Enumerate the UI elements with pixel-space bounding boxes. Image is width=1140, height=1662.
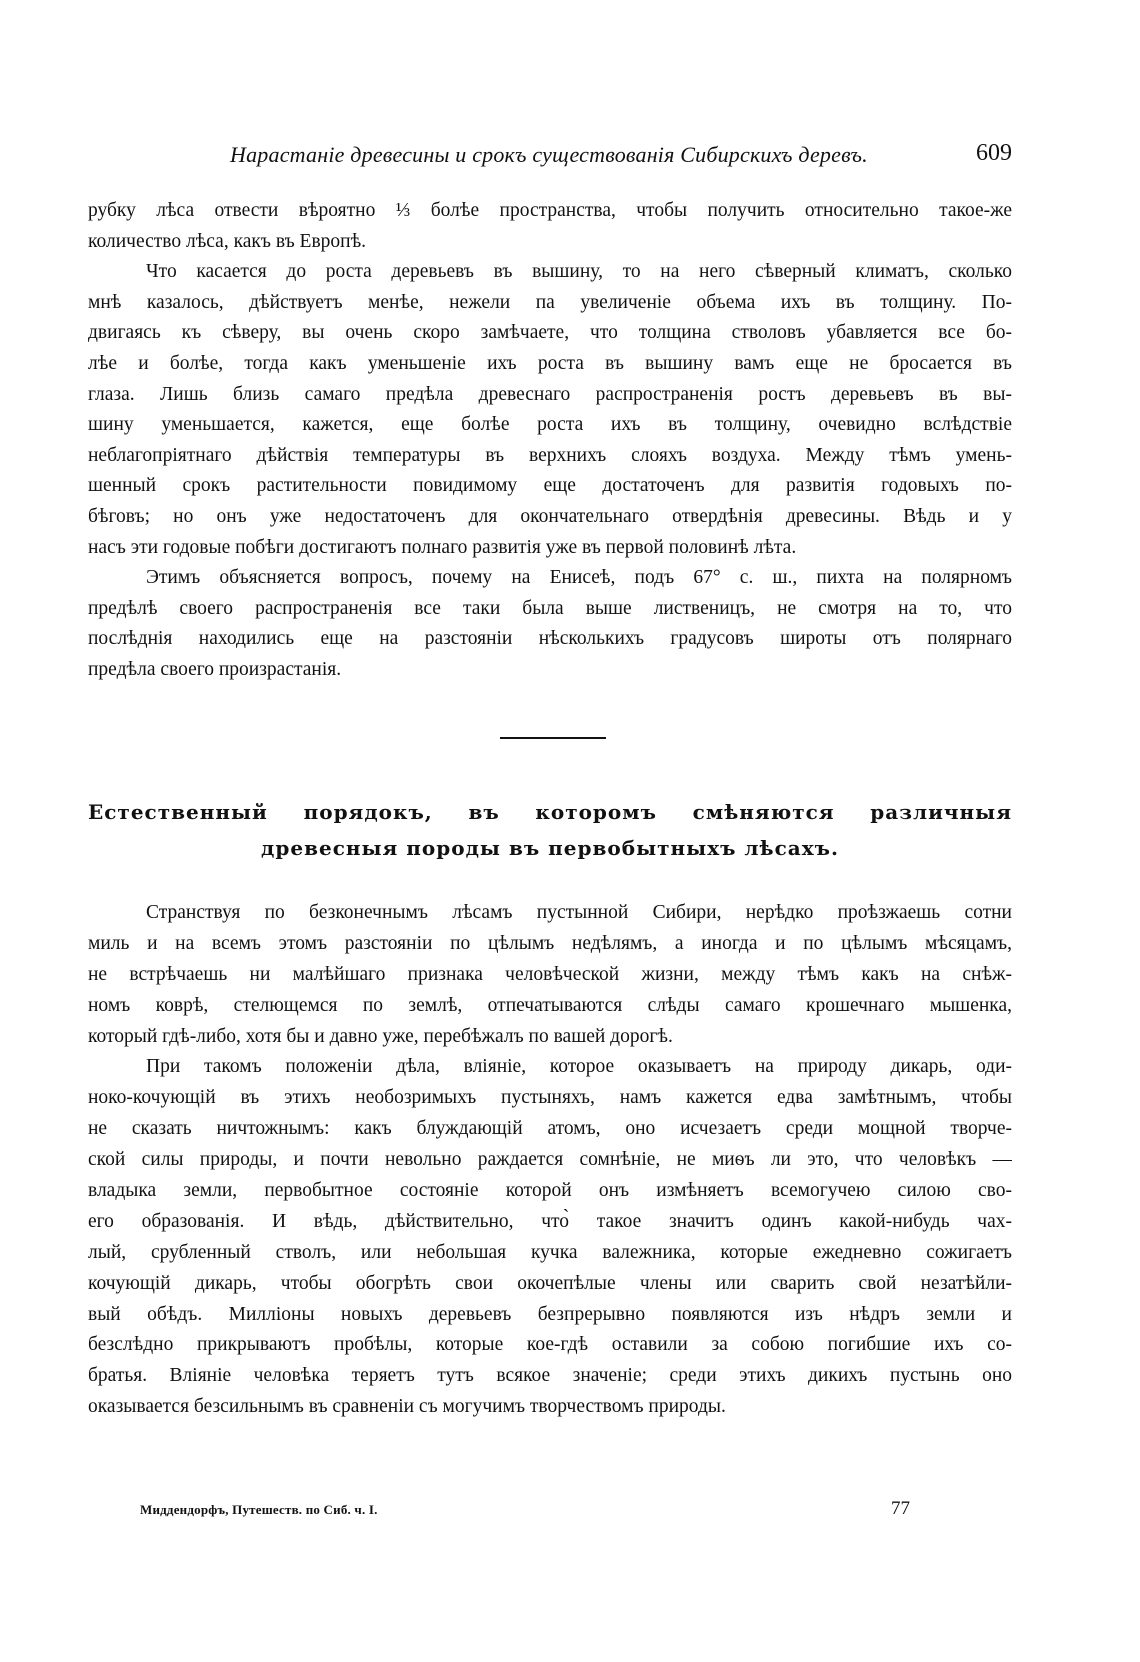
text-line: При такомъ положеніи дѣла, вліяніе, которое оказываетъ на природу дикарь, оди- (146, 1056, 1012, 1078)
text-line: мнѣ казалось, дѣйствуетъ менѣе, нежели па увеличеніе объема ихъ въ толщину. По- (88, 291, 1012, 313)
text-block-continuation (88, 196, 1012, 686)
text-line: ской силы природы, и почти невольно раждается сомнѣніе, не миѳъ ли это, что человѣкъ — (88, 1149, 1012, 1171)
text-line: оказывается безсильнымъ въ сравненіи съ могучимъ творчествомъ природы. (88, 1396, 726, 1418)
text-line: миль и на всемъ этомъ разстояніи по цѣлымъ недѣлямъ, а иногда и по цѣлымъ мѣсяцамъ, (88, 932, 1012, 954)
text-line: вый обѣдъ. Милліоны новыхъ деревьевъ безпрерывно появляются изъ нѣдръ земли и (88, 1303, 1012, 1325)
text-line: не встрѣчаешь ни малѣйшаго признака человѣческой жизни, между тѣмъ какъ на снѣж- (88, 963, 1012, 985)
text-line: насъ эти годовые побѣги достигаютъ полнаго развитія уже въ первой половинѣ лѣта. (88, 536, 797, 558)
text-line: номъ коврѣ, стелющемся по землѣ, отпечатываются слѣды самаго крошечнаго мышенка, (88, 994, 1012, 1016)
text-line: лый, срубленный стволъ, или небольшая кучка валежника, которые ежедневно сожигаетъ (88, 1241, 1012, 1263)
section-divider-rule (500, 737, 606, 739)
page-number: 609 (976, 140, 1012, 166)
text-line: послѣднія находились еще на разстояніи нѣсколькихъ градусовъ широты отъ полярнаго (88, 628, 1012, 650)
text-line: предѣла своего произрастанія. (88, 658, 342, 680)
text-line: владыка земли, первобытное состояніе которой онъ измѣняетъ всемогучею силою сво- (88, 1180, 1012, 1202)
text-line: неблагопріятнаго дѣйствія температуры въ верхнихъ слояхъ воздуха. Между тѣмъ умень- (88, 444, 1012, 466)
text-line: Что касается до роста деревьевъ въ вышину, то на него сѣверный климатъ, сколько (146, 261, 1012, 283)
text-line: количество лѣса, какъ въ Европѣ. (88, 230, 367, 252)
page-footer (140, 1498, 910, 1522)
text-line: который гдѣ-либо, хотя бы и давно уже, перебѣжалъ по вашей дорогѣ. (88, 1025, 673, 1047)
text-line: шину уменьшается, кажется, еще болѣе роста ихъ въ толщину, очевидно вслѣдствіе (88, 414, 1012, 436)
text-line: двигаясь къ сѣверу, вы очень скоро замѣчаете, что толщина стволовъ убавляется все бо- (88, 322, 1012, 344)
section-heading-line-1: Естественный порядокъ, въ которомъ смѣняются различныя (88, 800, 1012, 824)
text-line: Этимъ объясняется вопросъ, почему на Енисеѣ, подъ 67° с. ш., пихта на полярномъ (146, 567, 1012, 589)
footer-signature: Миддендорфъ, Путешеств. по Сиб. ч. I. (140, 1502, 378, 1517)
text-line: бѣговъ; но онъ уже недостаточенъ для окончательнаго отвердѣнія древесины. Вѣдь и у (88, 505, 1012, 527)
running-title: Нарастаніе древесины и срокъ существованія Сибирскихъ деревъ. (230, 142, 868, 167)
text-line: кочующій дикарь, чтобы обогрѣть свои окочепѣлые члены или сварить свой незатѣйли- (88, 1272, 1012, 1294)
text-line: Странствуя по безконечнымъ лѣсамъ пустынной Сибири, нерѣдко проѣзжаешь сотни (146, 902, 1012, 923)
text-line: братья. Вліяніе человѣка теряетъ тутъ всякое значеніе; среди этихъ дикихъ пустынь оно (88, 1365, 1012, 1387)
text-block-new-section (88, 898, 1012, 1423)
footer-sheet-number: 77 (891, 1498, 910, 1519)
text-line: безслѣдно прикрываютъ пробѣлы, которые кое-гдѣ оставили за собою погибшие ихъ со- (88, 1334, 1012, 1356)
section-heading-line-2: древесныя породы въ первобытныхъ лѣсахъ. (261, 836, 839, 860)
text-line: рубку лѣса отвести вѣроятно ⅓ болѣе пространства, чтобы получить относительно такое-же (88, 200, 1012, 221)
running-head (88, 142, 1012, 174)
text-line: шенный срокъ растительности повидимому еще достаточенъ для развитія годовыхъ по- (88, 475, 1012, 497)
text-line: глаза. Лишь близь самаго предѣла древеснаго распространенія ростъ деревьевъ въ вы- (88, 383, 1012, 405)
text-line: предѣлѣ своего распространенія все таки была выше лиственицъ, не смотря на то, что (88, 597, 1012, 619)
text-line: не сказать ничтожнымъ: какъ блуждающій атомъ, оно исчезаетъ среди мощной творче- (88, 1118, 1012, 1140)
section-heading (88, 794, 1012, 866)
text-line: его образованія. И вѣдь, дѣйствительно, что̀ такое значитъ одинъ какой-нибудь чах- (88, 1210, 1012, 1232)
text-line: ноко-кочующій въ этихъ необозримыхъ пустыняхъ, намъ кажется едва замѣтнымъ, чтобы (88, 1087, 1012, 1109)
text-line: лѣе и болѣе, тогда какъ уменьшеніе ихъ роста въ вышину вамъ еще не бросается въ (88, 352, 1012, 374)
